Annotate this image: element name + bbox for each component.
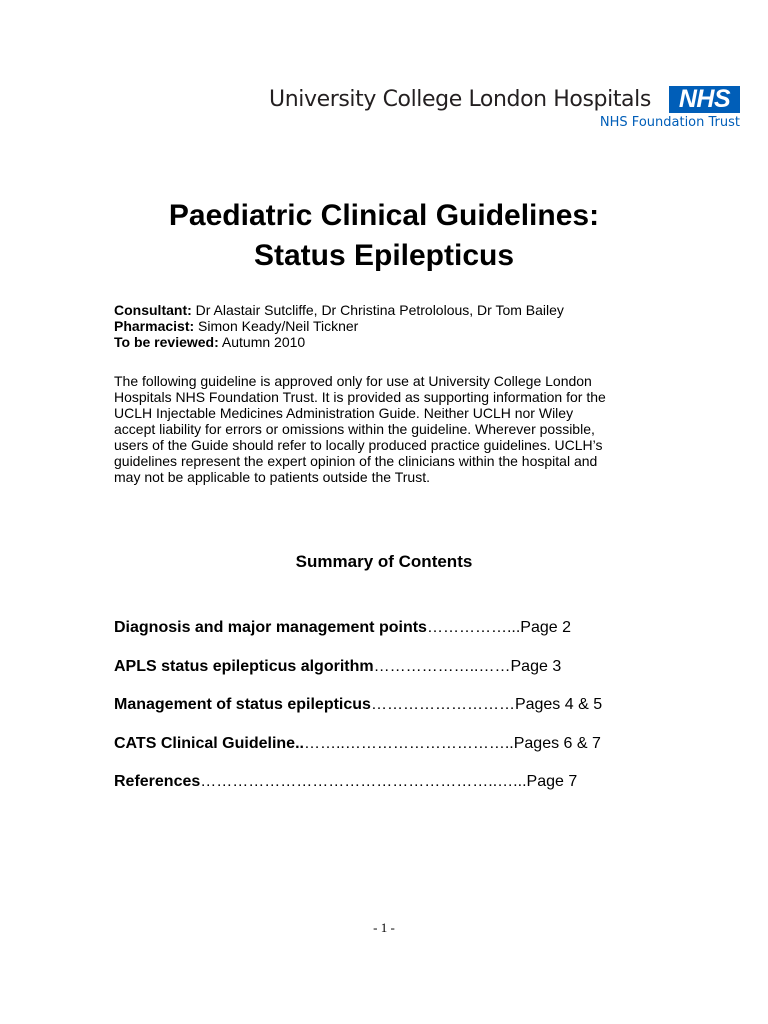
toc-item-title: CATS Clinical Guideline.. <box>114 734 304 752</box>
toc-item-title: Diagnosis and major management points <box>114 619 427 636</box>
document-meta <box>114 302 564 350</box>
intro-line: The following guideline is approved only for use at University College London <box>114 373 592 389</box>
title-line-1: Paediatric Clinical Guidelines: <box>168 199 600 232</box>
toc-item <box>114 657 602 696</box>
review-value: Autumn 2010 <box>218 334 306 350</box>
pharmacist-line <box>114 318 564 334</box>
summary-heading: Summary of Contents <box>295 552 473 571</box>
review-label: To be reviewed: <box>114 334 219 350</box>
toc-item-leader: ……..………………………….. <box>303 734 514 752</box>
toc-item <box>114 734 602 773</box>
pharmacist-value: Simon Keady/Neil Tickner <box>194 318 359 334</box>
toc-item-leader: ………………………………………………..…... <box>200 773 527 790</box>
document-title <box>0 196 768 276</box>
table-of-contents <box>114 618 602 811</box>
nhs-logo: NHS <box>669 86 740 113</box>
toc-item <box>114 618 602 657</box>
intro-line: users of the Guide should refer to locally produced practice guidelines. UCLH’s <box>114 437 603 453</box>
toc-item-title: References <box>114 773 201 790</box>
toc-item-leader: ………………..…… <box>373 657 511 675</box>
toc-item-leader: ……………... <box>426 619 521 636</box>
intro-line: Hospitals NHS Foundation Trust. It is provided as supporting information for the <box>114 389 606 405</box>
title-line-2: Status Epilepticus <box>253 239 515 272</box>
toc-item-page: Page 7 <box>526 773 578 790</box>
consultant-label: Consultant: <box>114 302 192 318</box>
consultant-line <box>114 302 564 318</box>
toc-item-title: APLS status epilepticus algorithm <box>114 657 374 675</box>
intro-line: guidelines represent the expert opinion of the clinicians within the hospital and <box>114 453 598 469</box>
page-number: - 1 - <box>373 920 395 935</box>
intro-line: UCLH Injectable Medicines Administration Guide. Neither UCLH nor Wiley <box>114 405 574 421</box>
toc-item-title: Management of status epilepticus <box>114 696 371 713</box>
organisation-name: University College London Hospitals <box>269 87 651 112</box>
intro-paragraph <box>114 373 659 485</box>
consultant-value: Dr Alastair Sutcliffe, Dr Christina Petrololous, Dr Tom Bailey <box>191 302 564 318</box>
toc-item-page: Page 2 <box>520 619 572 636</box>
review-line <box>114 334 564 350</box>
toc-item-page: Page 3 <box>510 657 562 675</box>
toc-item-page: Pages 4 & 5 <box>514 696 603 713</box>
intro-line: accept liability for errors or omissions within the guideline. Wherever possible, <box>114 421 595 437</box>
toc-item <box>114 695 602 734</box>
toc-item <box>114 772 602 811</box>
trust-name: NHS Foundation Trust <box>599 115 740 130</box>
pharmacist-label: Pharmacist: <box>114 318 195 334</box>
toc-item-leader: ……………………… <box>370 696 515 713</box>
intro-line: may not be applicable to patients outside the Trust. <box>114 469 430 485</box>
toc-item-page: Pages 6 & 7 <box>513 734 601 752</box>
